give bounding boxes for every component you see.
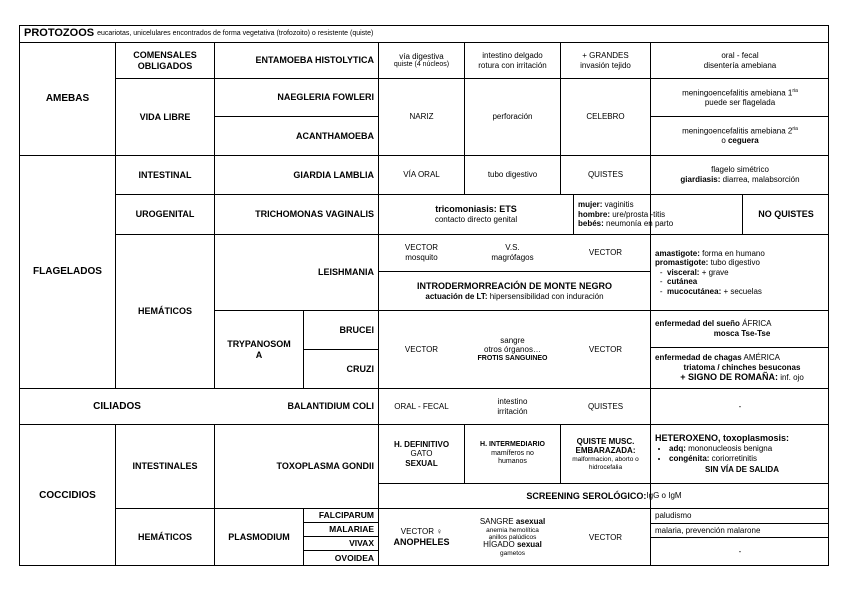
location-cell	[465, 43, 560, 78]
exit-cell: VECTOR	[588, 344, 623, 354]
group-flagelados: FLAGELADOS	[33, 266, 102, 277]
species-naegleria: NAEGLERIA FOWLERI	[277, 92, 374, 103]
notes-cell	[651, 348, 829, 388]
title-main: PROTOZOOS	[24, 27, 95, 40]
text: SEXUAL	[405, 458, 438, 468]
text: ria	[792, 87, 798, 94]
via-cell: ORAL - FECAL	[394, 401, 449, 411]
text: toxoplasmosis:	[720, 433, 790, 444]
text: visceral:	[667, 267, 700, 277]
text: invasión tejido	[580, 60, 631, 70]
group-amebas: AMEBAS	[45, 93, 90, 104]
text: oral - fecal	[721, 50, 759, 60]
species-falciparum: FALCIPARUM	[318, 510, 374, 521]
text: A	[255, 349, 263, 360]
text: diarrea, malabsorción	[720, 175, 800, 184]
text: EMBARAZADA:	[575, 446, 636, 456]
no-quistes: NO QUISTES	[758, 209, 814, 220]
text: hipersensibilidad con induración	[487, 291, 604, 301]
text: + secuelas	[721, 286, 762, 296]
location-cell	[465, 235, 560, 271]
location-cell	[465, 311, 560, 388]
species-vivax: VIVAX	[349, 538, 374, 549]
text: hombre:	[578, 209, 610, 219]
exit-cell	[561, 43, 650, 78]
text: VECTOR	[404, 243, 439, 253]
text: gametos	[500, 549, 525, 557]
exit-cell: VECTOR	[588, 248, 623, 258]
text: asexual	[515, 516, 546, 526]
text: IgG o IgM	[646, 491, 682, 501]
text: inf. ojo	[777, 373, 804, 383]
text: rotura con irritación	[478, 60, 547, 70]
subgroup-intestinales: INTESTINALES	[132, 461, 198, 472]
notes-cell	[651, 79, 829, 116]
text: neumonía en parto	[603, 219, 674, 229]
text: H. INTERMEDIARIO	[480, 441, 545, 449]
text: anemia hemolítica	[486, 526, 539, 534]
group-coccidios: COCCIDIOS	[39, 489, 96, 501]
text: hidrocefalia	[588, 463, 623, 471]
text: vaginitis	[602, 200, 634, 210]
intradermal-cell	[379, 272, 650, 310]
text: forma en humano	[699, 248, 765, 258]
text: tricomoniasis:	[435, 204, 497, 215]
location-cell	[465, 389, 560, 424]
text: H. DEFINITIVO	[393, 439, 450, 449]
notes-cell	[651, 156, 829, 194]
text: mujer:	[578, 200, 603, 210]
text: quiste (4 núcleos)	[393, 61, 450, 69]
text: + SIGNO DE ROMAÑA:	[680, 372, 778, 383]
species-malariae: MALARIAE	[329, 524, 374, 535]
text: ceguera	[727, 136, 759, 146]
text: V.S.	[505, 243, 520, 253]
text: ria	[792, 126, 798, 133]
text: SCREENING SEROLÓGICO:	[526, 490, 647, 501]
text: intestino delgado	[482, 50, 543, 60]
subgroup-vida-libre: VIDA LIBRE	[139, 111, 191, 122]
text: SANGRE	[479, 516, 516, 526]
subgroup-urogenital: UROGENITAL	[135, 209, 195, 220]
via-cell	[379, 509, 464, 566]
text: adq:	[669, 444, 686, 453]
text: bebés:	[578, 219, 604, 229]
genus-plasmodium: PLASMODIUM	[228, 532, 290, 543]
notes-cell	[651, 235, 829, 310]
species-ovoidea: OVOIDEA	[334, 553, 374, 564]
notes-cell: malaria, prevención malarone	[655, 525, 761, 535]
text: contacto directo genital	[434, 215, 518, 225]
exit-cell: QUISTES	[587, 401, 624, 411]
text: mononucleosis benigna	[685, 444, 773, 453]
text: irritación	[497, 406, 528, 416]
text: triatoma / chinches besuconas	[683, 362, 801, 372]
text: SIN VÍA DE SALIDA	[705, 465, 779, 475]
text: tubo digestivo	[708, 258, 760, 268]
text: vía digestiva	[399, 51, 444, 61]
text: flagelo simétrico	[711, 165, 769, 175]
notes-cell: -	[738, 547, 742, 557]
text: meningoencefalitis amebiana 1	[682, 88, 793, 98]
text: mamíferos no	[491, 449, 534, 457]
text: actuación de LT:	[425, 291, 488, 301]
via-cell: VECTOR	[404, 344, 439, 354]
notes-cell: paludismo	[655, 511, 692, 521]
location-cell: perforación	[492, 112, 533, 122]
location-cell	[465, 509, 560, 566]
via-cell: NARIZ	[409, 112, 434, 122]
species-acanthamoeba: ACANTHAMOEBA	[296, 130, 374, 141]
text: mosquito	[405, 253, 438, 262]
species-entamoeba: ENTAMOEBA HISTOLYTICA	[255, 55, 374, 66]
text: INTRODERMORREACIÓN DE MONTE NEGRO	[416, 280, 612, 291]
text: FROTIS SANGUINEO	[477, 354, 548, 362]
via-cell	[379, 43, 464, 78]
text: mucocutánea:	[667, 286, 722, 296]
text: + grave	[699, 267, 729, 277]
exit-cell: VECTOR	[588, 532, 623, 542]
text: ANOPHELES	[393, 536, 450, 547]
text: + GRANDES	[582, 50, 629, 60]
species-giardia: GIARDIA LAMBLIA	[293, 169, 374, 180]
species-balantidium: BALANTIDIUM COLI	[287, 401, 374, 412]
notes-cell	[651, 117, 829, 155]
location-cell: tubo digestivo	[487, 170, 538, 180]
text: puede ser flagelada	[704, 97, 776, 107]
text: giardiasis:	[680, 175, 721, 184]
text: amastigote:	[655, 248, 700, 258]
genus-trypanosoma	[215, 311, 303, 388]
text: o	[721, 136, 728, 146]
text: sangre	[500, 335, 525, 345]
title-row	[20, 26, 820, 42]
text: enfermedad del sueño	[655, 319, 740, 329]
text: GATO	[410, 449, 433, 459]
text: sexual	[516, 540, 542, 550]
species-trichomonas: TRICHOMONAS VAGINALIS	[255, 209, 374, 220]
exit-cell: QUISTES	[587, 170, 624, 180]
subgroup-comensales: COMENSALES OBLIGADOS	[133, 49, 197, 71]
transmission-cell	[379, 195, 573, 234]
text: ETS	[496, 204, 517, 215]
text: disentería amebiana	[703, 60, 777, 70]
text: humanos	[498, 458, 527, 466]
text: cutánea	[667, 277, 698, 287]
cyst-cell	[561, 425, 650, 483]
text: otros órganos…	[484, 345, 541, 355]
text: enfermedad de chagas	[655, 353, 742, 362]
screening-cell	[379, 484, 829, 508]
subgroup-hematicos: HEMÁTICOS	[138, 306, 192, 317]
notes-cell	[651, 43, 829, 78]
notes-cell	[651, 425, 829, 483]
text: congénita:	[669, 453, 710, 463]
species-toxoplasma: TOXOPLASMA GONDII	[276, 461, 374, 472]
text: AMÉRICA	[741, 353, 780, 362]
definitive-host-cell	[379, 425, 464, 483]
text: intestino	[497, 396, 528, 406]
symptoms-cell	[574, 195, 742, 234]
text: malformacion, aborto o	[572, 455, 639, 463]
exit-cell: CELEBRO	[586, 112, 625, 122]
title-description: eucariotas, unicelulares encontrados de forma vegetativa (trofozoito) o resistente (quiste)	[97, 29, 374, 37]
via-cell: VÍA ORAL	[403, 170, 440, 180]
species-cruzi: CRUZI	[346, 363, 374, 374]
text: HÍGADO	[483, 540, 517, 550]
subgroup-hematicos-cocc: HEMÁTICOS	[138, 532, 192, 543]
text: magrófagos	[491, 253, 534, 262]
notes-cell: -	[738, 401, 742, 411]
text: ure/prosta -titis	[610, 209, 666, 219]
group-ciliados: CILIADOS	[93, 400, 141, 412]
text: meningoencefalitis amebiana 2	[682, 126, 793, 136]
text: coriorretinitis	[709, 453, 758, 463]
via-cell	[379, 235, 464, 271]
species-brucei: BRUCEI	[339, 324, 374, 335]
text: TRYPANOSOM	[227, 338, 291, 349]
text: anillos palúdicos	[488, 533, 537, 541]
text: VECTOR ♀	[400, 527, 443, 537]
intermediate-host-cell	[465, 425, 560, 483]
species-leishmania: LEISHMANIA	[318, 267, 374, 278]
subgroup-intestinal: INTESTINAL	[138, 169, 192, 180]
text: mosca Tse-Tse	[713, 329, 771, 338]
text: ÁFRICA	[739, 319, 772, 329]
text: QUISTE MUSC.	[576, 436, 635, 446]
text: promastigote:	[655, 258, 709, 268]
text: HETEROXENO,	[655, 433, 721, 444]
notes-cell	[651, 311, 829, 347]
